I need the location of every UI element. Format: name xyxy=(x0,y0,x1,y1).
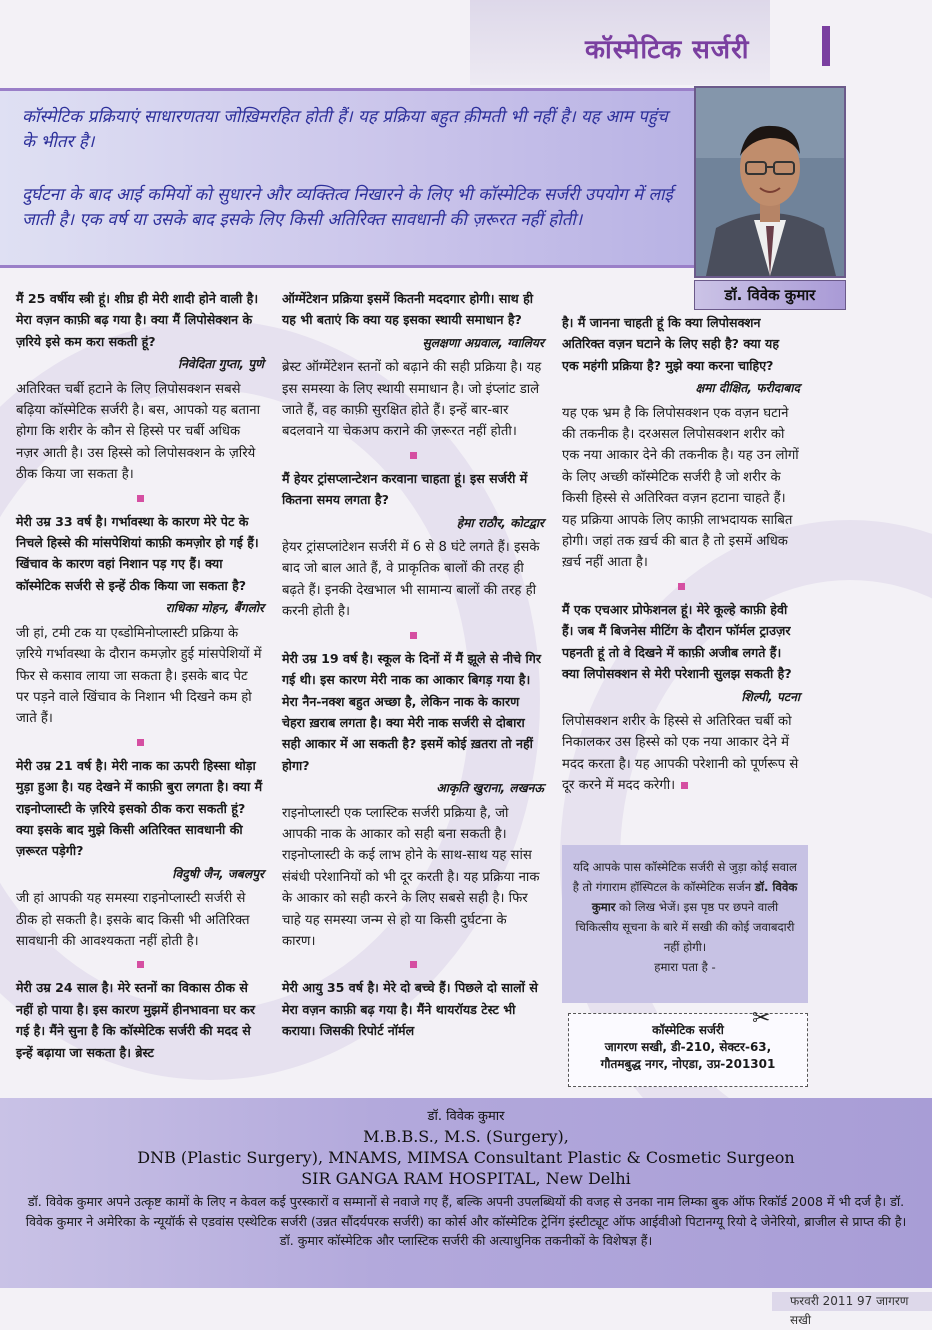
bio-degrees: M.B.B.S., M.S. (Surgery), xyxy=(363,1127,569,1146)
qa-column-1 xyxy=(16,288,264,1065)
section-separator xyxy=(678,583,685,590)
address-line: जागरण सखी, डी-210, सेक्टर-63, xyxy=(604,1040,772,1054)
address-label: हमारा पता है - xyxy=(654,960,716,974)
question: मैं हेयर ट्रांसप्लान्टेशन करवाना चाहता हूं। इस सर्जरी में कितना समय लगता है? xyxy=(282,470,528,508)
question-author: सुलक्षणा अग्रवाल, ग्वालियर xyxy=(422,335,544,350)
question: मेरी उम्र 21 वर्ष है। मेरी नाक का ऊपरी हिस्सा थोड़ा मुड़ा हुआ है। यह देखने में काफ़ी बुरा लगता है। क्या मैं राइनोप्लास्टी के ज़रिये इसको ठीक करा सकती हूं? क्या इसके बाद मुझे किसी अतिरिक्त सावधानी की ज़रूरत पड़ेगी? xyxy=(16,757,263,859)
question: मेरी उम्र 19 वर्ष है। स्कूल के दिनों में मैं झूले से नीचे गिर गई थी। इस कारण मेरी नाक का आकार बिगड़ गया है। मेरा नैन-नक्श बहुत अच्छा है, लेकिन नाक के कारण चेहरा ख़राब लगता है। क्या मेरी नाक सर्जरी से दोबारा सही आकार में आ सकती है? इसमें कोई ख़तरा तो नहीं होगा? xyxy=(282,650,542,773)
answer xyxy=(562,711,800,797)
section-separator xyxy=(137,961,144,968)
doctor-photo xyxy=(694,86,846,278)
contact-disclaimer: को लिख भेजें। इस पृष्ठ पर छपने वाली चिकित्सीय सूचना के बारे में सखी की कोई जवाबदारी नहीं होगी। xyxy=(575,900,795,954)
intro-paragraph: कॉस्मेटिक प्रक्रियाएं साधारणतया जोख़िमरहित होती हैं। यह प्रक्रिया बहुत क़ीमती भी नहीं है। यह आम पहुंच के भीतर है। xyxy=(22,107,668,152)
contact-intro: यदि आपके पास कॉस्मेटिक सर्जरी से जुड़ा कोई सवाल है तो गंगाराम हॉस्पिटल के कॉस्मेटिक सर्जन xyxy=(572,860,797,894)
section-separator xyxy=(137,739,144,746)
question: मेरी उम्र 33 वर्ष है। गर्भावस्था के कारण मेरे पेट के निचले हिस्से की मांसपेशियां काफ़ी कमज़ोर हो गई हैं। खिंचाव के कारण वहां निशान पड़ गए हैं। क्या कॉस्मेटिक सर्जरी से इन्हें ठीक किया जा सकता है? xyxy=(16,513,259,593)
answer-text: लिपोसक्शन शरीर के हिस्से से अतिरिक्त चर्बी को निकालकर उस हिस्से को एक नया आकार देने में मदद करता है। यह आपकी परेशानी को पूर्णरूप से दूर करने में मदद करेगी। xyxy=(562,713,799,794)
contact-doctor-name: डॉ. विवेक कुमार xyxy=(591,880,798,914)
answer: हेयर ट्रांसप्लांटेशन सर्जरी में 6 से 8 घंटे लगते हैं। इसके बाद जो बाल आते हैं, वे प्राकृतिक बालों की तरह ही बढ़ते हैं। इनकी देखभाल भी सामान्य बालों की तरह ही करनी होती है। xyxy=(282,540,540,620)
question-author: क्षमा दीक्षित, फरीदाबाद xyxy=(695,381,800,396)
title-accent-bar xyxy=(822,26,830,66)
question-author: राधिका मोहन, बैंगलोर xyxy=(165,601,264,616)
qa-column-3 xyxy=(562,312,800,797)
address-line: गौतमबुद्ध नगर, नोएडा, उप्र-201301 xyxy=(600,1057,776,1071)
answer: ब्रेस्ट ऑग्मेंटेशन स्तनों को बढ़ाने की सही प्रक्रिया है। यह इस समस्या के लिए स्थायी समाधान है। जो इंप्लांट डाले जाते हैं, वह काफ़ी सुरक्षित होते हैं। इन्हें बार-बार बदलवाने या चेकअप कराने की ज़रूरत नहीं होती। xyxy=(282,360,542,440)
answer: जी हां आपकी यह समस्या राइनोप्लास्टी सर्जरी से ठीक हो सकती है। इसके बाद किसी भी अतिरिक्त सावधानी की आवश्यकता नहीं होती है। xyxy=(16,891,250,949)
scissors-icon: ✂ xyxy=(752,1006,771,1031)
bio-hospital: SIR GANGA RAM HOSPITAL, New Delhi xyxy=(301,1169,631,1188)
answer: राइनोप्लास्टी एक प्लास्टिक सर्जरी प्रक्रिया है, जो आपकी नाक के आकार को सही बना सकती है। राइनोप्लास्टी के कई लाभ होने के साथ-साथ यह सांस संबंधी परेशानियों को भी दूर करती है। यह प्रक्रिया नाक के आकार को सही करने के लिए सबसे सही है। फिर चाहे यह समस्या जन्म से हो या किसी दुर्घटना के कारण। xyxy=(282,805,540,949)
bio-paragraph: डॉ. विवेक कुमार अपने उत्कृष्ट कामों के लिए न केवल कई पुरस्कारों व सम्मानों से नवाजे गए हैं, बल्कि अपनी उपलब्धियों की वजह से उनका नाम लिम्का बुक ऑफ रिकॉर्ड 2008 में भी दर्ज है। डॉ. विवेक कुमार ने अमेरिका के न्यूयॉर्क से एडवांस एस्थेटिक सर्जरी (उन्नत सौंदर्यपरक सर्जरी) का कोर्स और कॉस्मेटिक ट्रेनिंग इंस्टीट्यूट ऑफ आईवीओ पिटानग्यू रियो दे जेनेरियो, ब्राजील से प्राप्त की है। डॉ. कुमार कॉस्मेटिक और प्लास्टिक सर्जरी की अत्याधुनिक तकनीकों के विशेषज्ञ हैं। xyxy=(25,1194,907,1249)
address-line: कॉस्मेटिक सर्जरी xyxy=(652,1023,724,1037)
section-separator xyxy=(410,632,417,639)
question: मेरी उम्र 24 साल है। मेरे स्तनों का विकास ठीक से नहीं हो पाया है। इस कारण मुझमें हीनभावना घर कर गई है। मैंने सुना है कि कॉस्मेटिक सर्जरी की मदद से इन्हें बढ़ाया जा सकता है। ब्रेस्ट xyxy=(16,980,255,1060)
intro-paragraph: दुर्घटना के बाद आई कमियों को सुधारने और व्यक्तित्व निखारने के लिए भी कॉस्मेटिक सर्जरी उपयोग में लाई जाती है। एक वर्ष या उसके बाद इसके लिए किसी अतिरिक्त सावधानी की ज़रूरत नहीं होती। xyxy=(22,185,673,230)
section-separator xyxy=(410,452,417,459)
answer: यह एक भ्रम है कि लिपोसक्शन एक वज़न घटाने की तकनीक है। दरअसल लिपोसक्शन शरीर को एक नया आकार देने की तकनीक है। यह उन लोगों के लिए अच्छी कॉस्मेटिक सर्जरी है जो शरीर के किसी हिस्से से अतिरिक्त वज़न हटाना चाहते हैं। यह प्रक्रिया आपके लिए काफ़ी लाभदायक साबित होगी। जहां तक ख़र्च की बात है तो इसमें अधिक ख़र्च नहीं आता है। xyxy=(562,405,799,571)
section-separator xyxy=(137,495,144,502)
bio-credentials: DNB (Plastic Surgery), MNAMS, MIMSA Consultant Plastic & Cosmetic Surgeon xyxy=(137,1148,795,1167)
question: मैं 25 वर्षीय स्त्री हूं। शीघ्र ही मेरी शादी होने वाली है। मेरा वज़न काफ़ी बढ़ गया है। क्या मैं लिपोसेक्शन के ज़रिये इसे कम करा सकती हूं? xyxy=(16,291,259,349)
contact-box xyxy=(562,845,808,1003)
qa-column-2 xyxy=(282,288,544,1044)
answer: जी हां, टमी टक या एब्डोमिनोप्लास्टी प्रक्रिया के ज़रिये गर्भावस्था के दौरान कमज़ोर हुई मांसपेशियों में फिर से कसाव लाया जा सकता है। इसके बाद पेट पर पड़ने वाले खिंचाव के निशान भी दिखने कम हो जाते हैं। xyxy=(16,625,262,727)
question-author: आकृति खुराना, लखनऊ xyxy=(436,781,544,796)
question: मैं एक एचआर प्रोफेशनल हूं। मेरे कूल्हे काफ़ी हेवी हैं। जब मैं बिजनेस मीटिंग के दौरान फॉर्मल ट्राउज़र पहनती हूं तो वे दिखने में काफ़ी अजीब लगते हैं। क्या लिपोसक्शन से मेरी परेशानी सुलझ सकती है? xyxy=(562,601,792,682)
question-author: हेमा राठौर, कोटद्वार xyxy=(456,515,544,530)
question: मेरी आयु 35 वर्ष है। मेरे दो बच्चे हैं। पिछले दो सालों से मेरा वज़न काफ़ी बढ़ गया है। मैंने थायरॉयड टेस्ट भी कराया। जिसकी रिपोर्ट नॉर्मल xyxy=(282,980,538,1039)
doctor-bio-band xyxy=(0,1098,932,1288)
end-marker xyxy=(681,782,688,789)
question: ऑग्मेंटेशन प्रक्रिया इसमें कितनी मददगार होगी। साथ ही यह भी बताएं कि क्या यह इसका स्थायी समाधान है? xyxy=(282,291,534,328)
address-coupon xyxy=(568,1013,808,1087)
question-author: विदुषी जैन, जबलपुर xyxy=(172,866,264,881)
page-footer: फरवरी 2011 97 जागरण सखी xyxy=(772,1292,932,1311)
question: है। मैं जानना चाहती हूं कि क्या लिपोसक्शन अतिरिक्त वज़न घटाने के लिए सही है? क्या यह एक महंगी प्रक्रिया है? मुझे क्या करना चाहिए? xyxy=(562,315,780,373)
answer: अतिरिक्त चर्बी हटाने के लिए लिपोसक्शन सबसे बढ़िया कॉस्मेटिक सर्जरी है। बस, आपको यह बताना होगा कि शरीर के कौन से हिस्से पर चर्बी अधिक नज़र आती है। उस हिस्से को लिपोसक्शन के ज़रिये ठीक किया जा सकता है। xyxy=(16,381,261,483)
intro-box xyxy=(0,88,700,268)
section-separator xyxy=(410,961,417,968)
question-author: शिल्पी, पटना xyxy=(741,689,800,704)
doctor-name-tag: डॉ. विवेक कुमार xyxy=(694,280,846,310)
bio-name: डॉ. विवेक कुमार xyxy=(427,1109,505,1124)
section-title: कॉस्मेटिक सर्जरी xyxy=(585,35,750,65)
question-author: निवेदिता गुप्ता, पुणे xyxy=(178,357,264,372)
